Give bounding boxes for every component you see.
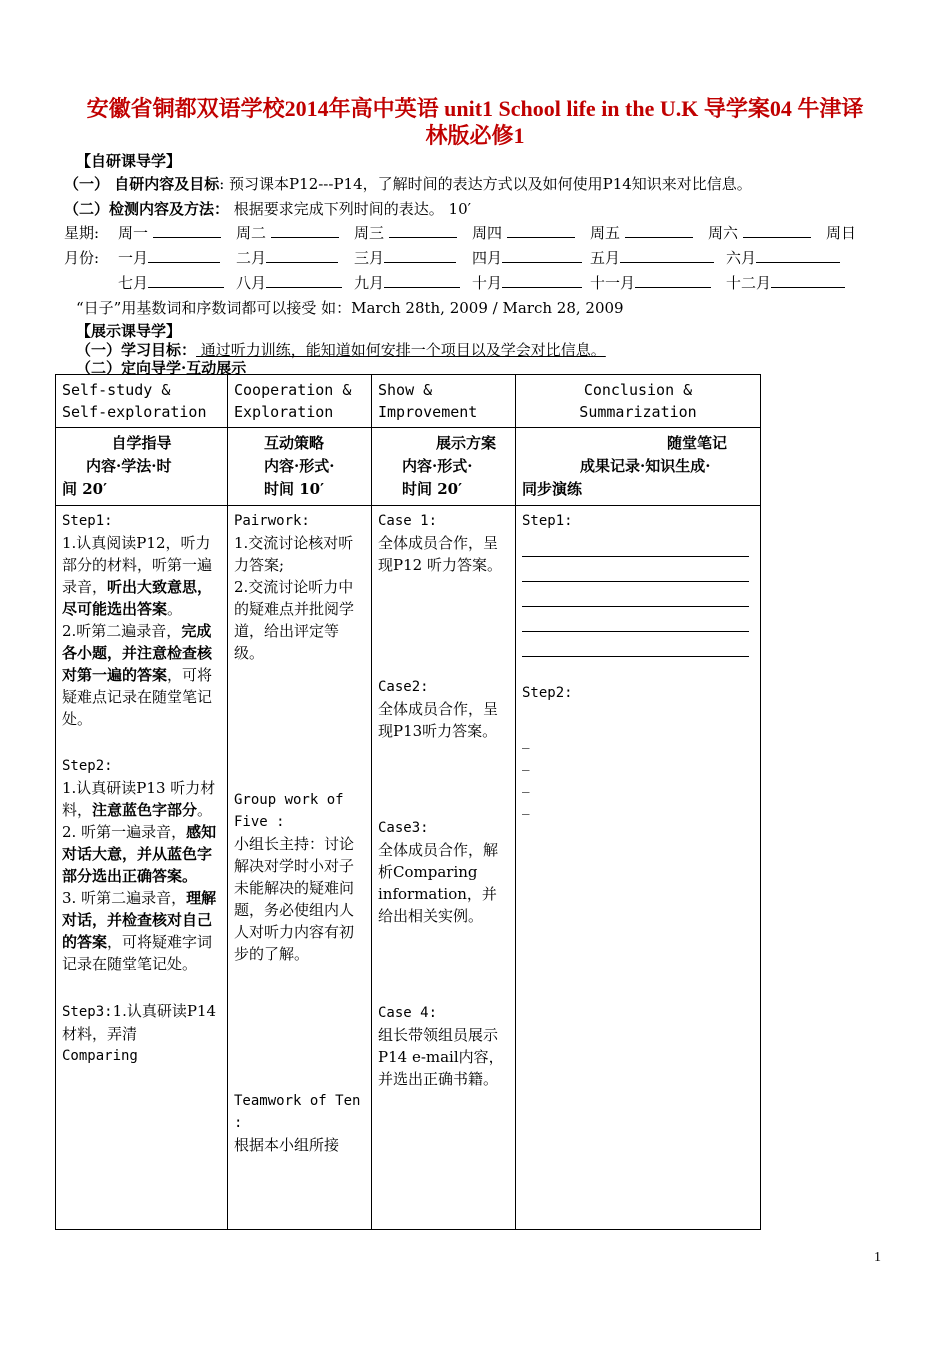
task-bold-text: 听出大致意思，尽可能选出答案 [62, 578, 213, 618]
task-text: ，可将疑难字词记录在随堂笔记处。 [62, 933, 213, 973]
pairwork-item: 1.交流讨论核对听力答案; [234, 534, 354, 574]
step2-task-b [62, 821, 221, 887]
answer-blank[interactable] [271, 223, 339, 238]
subheader-line: 随堂笔记 [667, 434, 728, 452]
weekday-text: 周一 [118, 224, 149, 242]
task-bold-text: 理解对话，并检查核对自己的答案 [62, 889, 217, 951]
answer-blank[interactable] [756, 248, 840, 263]
col2-body [228, 506, 372, 1230]
answer-blank[interactable] [743, 223, 811, 238]
month-item [726, 272, 845, 293]
date-note: “日子”用基数词和序数词都可以接受 如：March 28th, 2009 / March 28, 2009 [76, 299, 624, 317]
case2-text: 全体成员合作，呈现P13听力答案。 [378, 700, 499, 740]
month-item [590, 272, 711, 293]
section1-item1-text: : 预习课本P12---P14，了解时间的表达方式以及如何使用P14知识来对比信息。 [219, 175, 752, 193]
comparing-word: Comparing [62, 1048, 138, 1064]
subheader-line: 时间 10′ [264, 480, 325, 498]
month-text: 十二月 [726, 274, 772, 292]
task-text: ，可将疑难点记录在随堂笔记处。 [62, 666, 213, 728]
weekday-label: 星期: [64, 224, 100, 242]
section1-heading: 【自研课导学】 [76, 152, 182, 170]
task-text: 。 [167, 600, 183, 618]
section1-item2-label: （二）检测内容及方法： [64, 200, 230, 218]
month-text: 十月 [472, 274, 503, 292]
answer-blank[interactable] [620, 248, 714, 263]
section1-item2-text: 根据要求完成下列时间的表达。 10′ [229, 200, 472, 218]
answer-blank[interactable] [148, 248, 220, 263]
weekday-item [826, 222, 856, 243]
answer-blank[interactable] [384, 248, 456, 263]
month-item [236, 272, 342, 293]
weekday-text: 周四 [472, 224, 503, 242]
weekday-row [64, 222, 99, 243]
document-title-line1: 安徽省铜都双语学校2014年高中英语 unit1 School life in the U.K 导学案04 牛津译 [86, 96, 864, 121]
note-dash[interactable]: _ [522, 731, 530, 749]
task-text: 1.认真研读P13 听力材料， [62, 779, 216, 819]
weekday-text: 周二 [236, 224, 267, 242]
month-text: 二月 [236, 249, 267, 267]
month-text: 十一月 [590, 274, 636, 292]
weekday-text: 周三 [354, 224, 385, 242]
subheader-line: 内容·形式· [402, 457, 473, 475]
section2-item2: （二）定向导学·互动展示 [76, 359, 247, 377]
case4-label: Case 4: [378, 1005, 438, 1021]
month-text: 六月 [726, 249, 757, 267]
step2-task-c [62, 887, 221, 975]
col1-title: Self-study & Self-exploration [56, 375, 228, 428]
step3-task [62, 1000, 221, 1045]
notes-step1-label: Step1: [522, 513, 573, 529]
step3-label: Step3: [62, 1004, 113, 1020]
month-text: 一月 [118, 249, 149, 267]
case3-label: Case3: [378, 820, 429, 836]
col3-title: Show & Improvement [372, 375, 516, 428]
note-line[interactable] [522, 557, 749, 582]
answer-blank[interactable] [389, 223, 457, 238]
page-number: 1 [874, 1250, 881, 1265]
step1-label: Step1: [62, 513, 113, 529]
table-body-row [56, 506, 761, 1230]
weekday-text: 周五 [590, 224, 621, 242]
month-text: 五月 [590, 249, 621, 267]
col2-title: Cooperation & Exploration [228, 375, 372, 428]
note-line[interactable] [522, 532, 749, 557]
table-title-row [56, 375, 761, 428]
section1-item1 [64, 173, 752, 194]
weekday-item [472, 222, 575, 243]
pairwork-label: Pairwork: [234, 513, 310, 529]
section2-heading: 【展示课导学】 [76, 322, 182, 340]
month-item [236, 247, 338, 268]
col4-subheader [516, 428, 761, 506]
subheader-line: 内容·形式· [264, 457, 335, 475]
note-line[interactable] [522, 582, 749, 607]
groupwork-label: Group work of Five : [234, 792, 344, 830]
teamwork-label: Teamwork of Ten : [234, 1093, 361, 1131]
guide-table [55, 374, 761, 1230]
note-dash[interactable]: _ [522, 753, 530, 771]
month-label: 月份: [64, 249, 100, 267]
task-text: 。 [197, 801, 213, 819]
col3-body [372, 506, 516, 1230]
month-text: 三月 [354, 249, 385, 267]
step2-task-a [62, 777, 221, 821]
weekday-item [118, 222, 221, 243]
subheader-line: 同步演练 [522, 480, 583, 498]
weekday-item [354, 222, 457, 243]
subheader-line: 展示方案 [436, 434, 497, 452]
col1-body [56, 506, 228, 1230]
step1-task-b [62, 620, 221, 730]
note-line[interactable] [522, 607, 749, 632]
month-text: 九月 [354, 274, 385, 292]
col4-body [516, 506, 761, 1230]
task-text: 1.认真研读P14材料，弄清 [62, 1002, 217, 1043]
learning-goal-text: 通过听力训练，能知道如何安排一个项目以及学会对比信息。 [196, 341, 606, 359]
answer-blank[interactable] [153, 223, 221, 238]
note-dash[interactable]: _ [522, 775, 530, 793]
month-item [726, 247, 840, 268]
month-text: 四月 [472, 249, 503, 267]
weekday-text: 周日 [826, 224, 857, 242]
col3-subheader [372, 428, 516, 506]
month-item [118, 272, 224, 293]
subheader-line: 互动策略 [264, 434, 325, 452]
case1-label: Case 1: [378, 513, 438, 529]
groupwork-text: 小组长主持：讨论解决对学时小对子未能解决的疑难问题，务必使组内人人对听力内容有初步的了解。 [234, 835, 355, 963]
subheader-line: 成果记录·知识生成· [580, 457, 711, 475]
month-item [472, 272, 582, 293]
notes-step2-label: Step2: [522, 685, 573, 701]
task-text: 2.听第二遍录音， [62, 622, 182, 640]
task-bold-text: 完成各小题，并注意检查核对第一遍的答案 [62, 622, 213, 684]
answer-blank[interactable] [266, 273, 342, 288]
answer-blank[interactable] [771, 273, 845, 288]
document-title-line2: 林版必修1 [425, 123, 525, 148]
month-item [118, 247, 220, 268]
section1-item2 [64, 198, 471, 219]
month-item [354, 272, 460, 293]
month-item [472, 247, 582, 268]
col1-subheader [56, 428, 228, 506]
weekday-item [590, 222, 693, 243]
section1-item1-label: （一） 自研内容及目标 [64, 175, 220, 193]
subheader-line: 间 20′ [62, 480, 108, 498]
teamwork-text: 根据本小组所接 [234, 1136, 340, 1154]
answer-blank[interactable] [148, 273, 224, 288]
task-bold-text: 注意蓝色字部分 [92, 801, 198, 819]
weekday-item [708, 222, 811, 243]
task-text: 3. 听第二遍录音， [62, 889, 187, 907]
case4-text: 组长带领组员展示P14 e-mail内容，并选出正确书籍。 [378, 1026, 504, 1088]
answer-blank[interactable] [384, 273, 460, 288]
task-text: 1.认真阅读P12，听力部分的材料，听第一遍录音， [62, 534, 213, 596]
month-text: 七月 [118, 274, 149, 292]
weekday-text: 周六 [708, 224, 739, 242]
answer-blank[interactable] [266, 248, 338, 263]
subheader-line: 内容·学法·时 [86, 457, 172, 475]
month-item [354, 247, 456, 268]
subheader-line: 自学指导 [111, 434, 172, 452]
answer-blank[interactable] [635, 273, 711, 288]
pairwork-item: 2.交流讨论听力中的疑难点并批阅学道，给出评定等级。 [234, 578, 355, 662]
col4-title: Conclusion & Summarization [516, 375, 761, 428]
answer-blank[interactable] [502, 273, 582, 288]
answer-blank[interactable] [502, 248, 582, 263]
col2-subheader [228, 428, 372, 506]
task-bold-text: 感知对话大意，并从蓝色字部分选出正确答案。 [62, 823, 217, 885]
table-subheader-row [56, 428, 761, 506]
note-line[interactable] [522, 632, 749, 657]
note-dash[interactable]: _ [522, 797, 530, 815]
task-text: 2. 听第一遍录音， [62, 823, 187, 841]
month-item [590, 247, 714, 268]
answer-blank[interactable] [507, 223, 575, 238]
section2-item1-label: （一）学习目标： [76, 341, 197, 359]
answer-blank[interactable] [625, 223, 693, 238]
step2-label: Step2: [62, 758, 113, 774]
month-text: 八月 [236, 274, 267, 292]
step1-task-a [62, 532, 221, 620]
case1-text: 全体成员合作，呈现P12 听力答案。 [378, 534, 502, 574]
subheader-line: 时间 20′ [402, 480, 463, 498]
weekday-item [236, 222, 339, 243]
case3-text: 全体成员合作，解析Comparing information，并给出相关实例。 [378, 841, 499, 925]
case2-label: Case2: [378, 679, 429, 695]
